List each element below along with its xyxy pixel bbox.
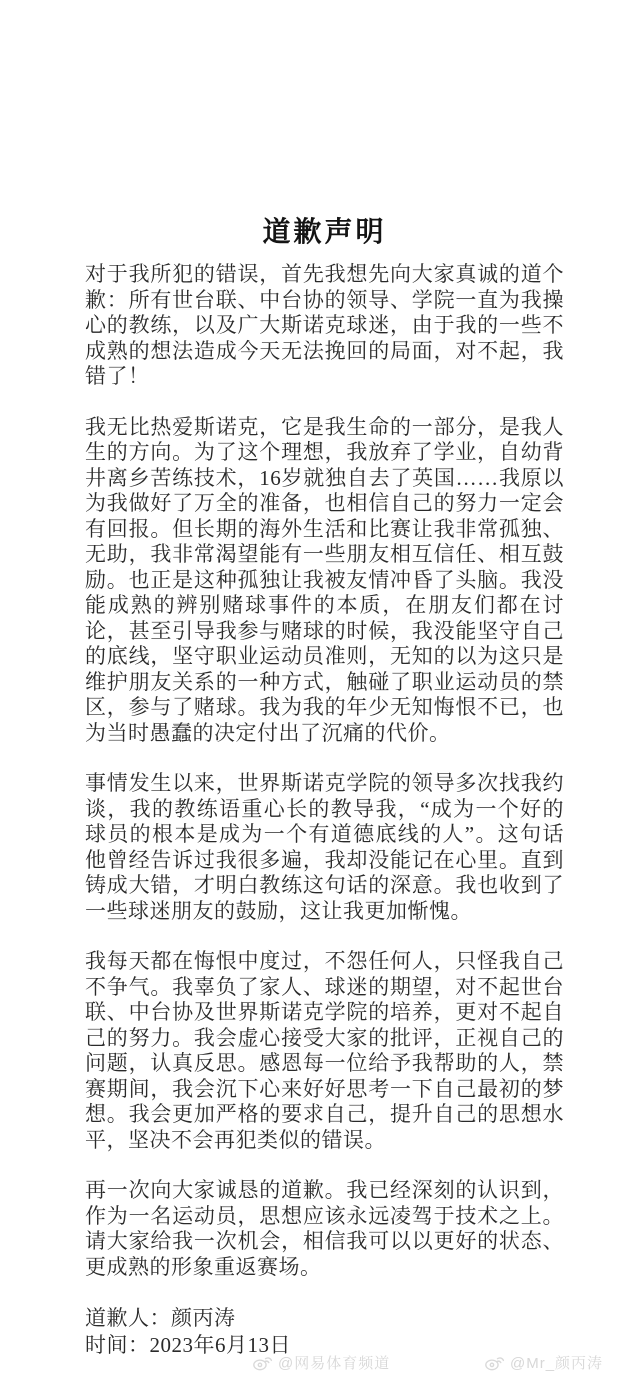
weibo-logo-icon (252, 1354, 273, 1371)
apology-paragraph-1: 对于我所犯的错误，首先我想先向大家真诚的道个歉：所有世台联、中台协的领导、学院一直为我操心的教练，以及广大斯诺克球迷，由于我的一些不成熟的想法造成今天无法挽回的局面，对不起，我错了！ (85, 262, 564, 388)
watermark-left-label: @网易体育频道 (278, 1355, 391, 1372)
watermark-right (484, 1352, 603, 1373)
date-line: 时间：2023年6月13日 (85, 1333, 291, 1357)
document-body (85, 210, 564, 1359)
document-title: 道歉声明 (262, 217, 387, 248)
signer-line: 道歉人：颜丙涛 (85, 1306, 236, 1330)
watermark-left (252, 1352, 390, 1373)
watermark-right-label: @Mr_颜丙涛 (510, 1355, 604, 1372)
apology-paragraph-3: 事情发生以来，世界斯诺克学院的领导多次找我约谈，我的教练语重心长的教导我，“成为一个好的球员的根本是成为一个有道德底线的人”。这句话他曾经告诉过我很多遍，我却没能记在心里。直到铸成大错，才明白教练这句话的深意。我也收到了一些球迷朋友的鼓励，这让我更加惭愧。 (85, 771, 564, 923)
apology-paragraph-4: 我每天都在悔恨中度过，不怨任何人，只怪我自己不争气。我辜负了家人、球迷的期望，对不起世台联、中台协及世界斯诺克学院的培养，更对不起自己的努力。我会虚心接受大家的批评，正视自己的问题，认真反思。感恩每一位给予我帮助的人，禁赛期间，我会沉下心来好好思考一下自己最初的梦想。我会更加严格的要求自己，提升自己的思想水平，坚决不会再犯类似的错误。 (85, 949, 564, 1152)
apology-paragraph-5: 再一次向大家诚恳的道歉。我已经深刻的认识到，作为一名运动员，思想应该永远凌驾于技术之上。请大家给我一次机会，相信我可以以更好的状态、更成熟的形象重返赛场。 (85, 1178, 564, 1279)
signature-block (85, 1305, 564, 1359)
weibo-logo-icon (484, 1354, 505, 1371)
apology-paragraph-2: 我无比热爱斯诺克，它是我生命的一部分，是我人生的方向。为了这个理想，我放弃了学业，自幼背井离乡苦练技术，16岁就独自去了英国……我原以为我做好了万全的准备，也相信自己的努力一定会有回报。但长期的海外生活和比赛让我非常孤独、无助，我非常渴望能有一些朋友相互信任、相互鼓励。也正是这种孤独让我被友情冲昏了头脑。我没能成熟的辨别赌球事件的本质，在朋友们都在讨论，甚至引导我参与赌球的时候，我没能坚守自己的底线，坚守职业运动员准则，无知的以为这只是维护朋友关系的一种方式，触碰了职业运动员的禁区，参与了赌球。我为我的年少无知悔恨不已，也为当时愚蠢的决定付出了沉痛的代价。 (85, 414, 564, 745)
